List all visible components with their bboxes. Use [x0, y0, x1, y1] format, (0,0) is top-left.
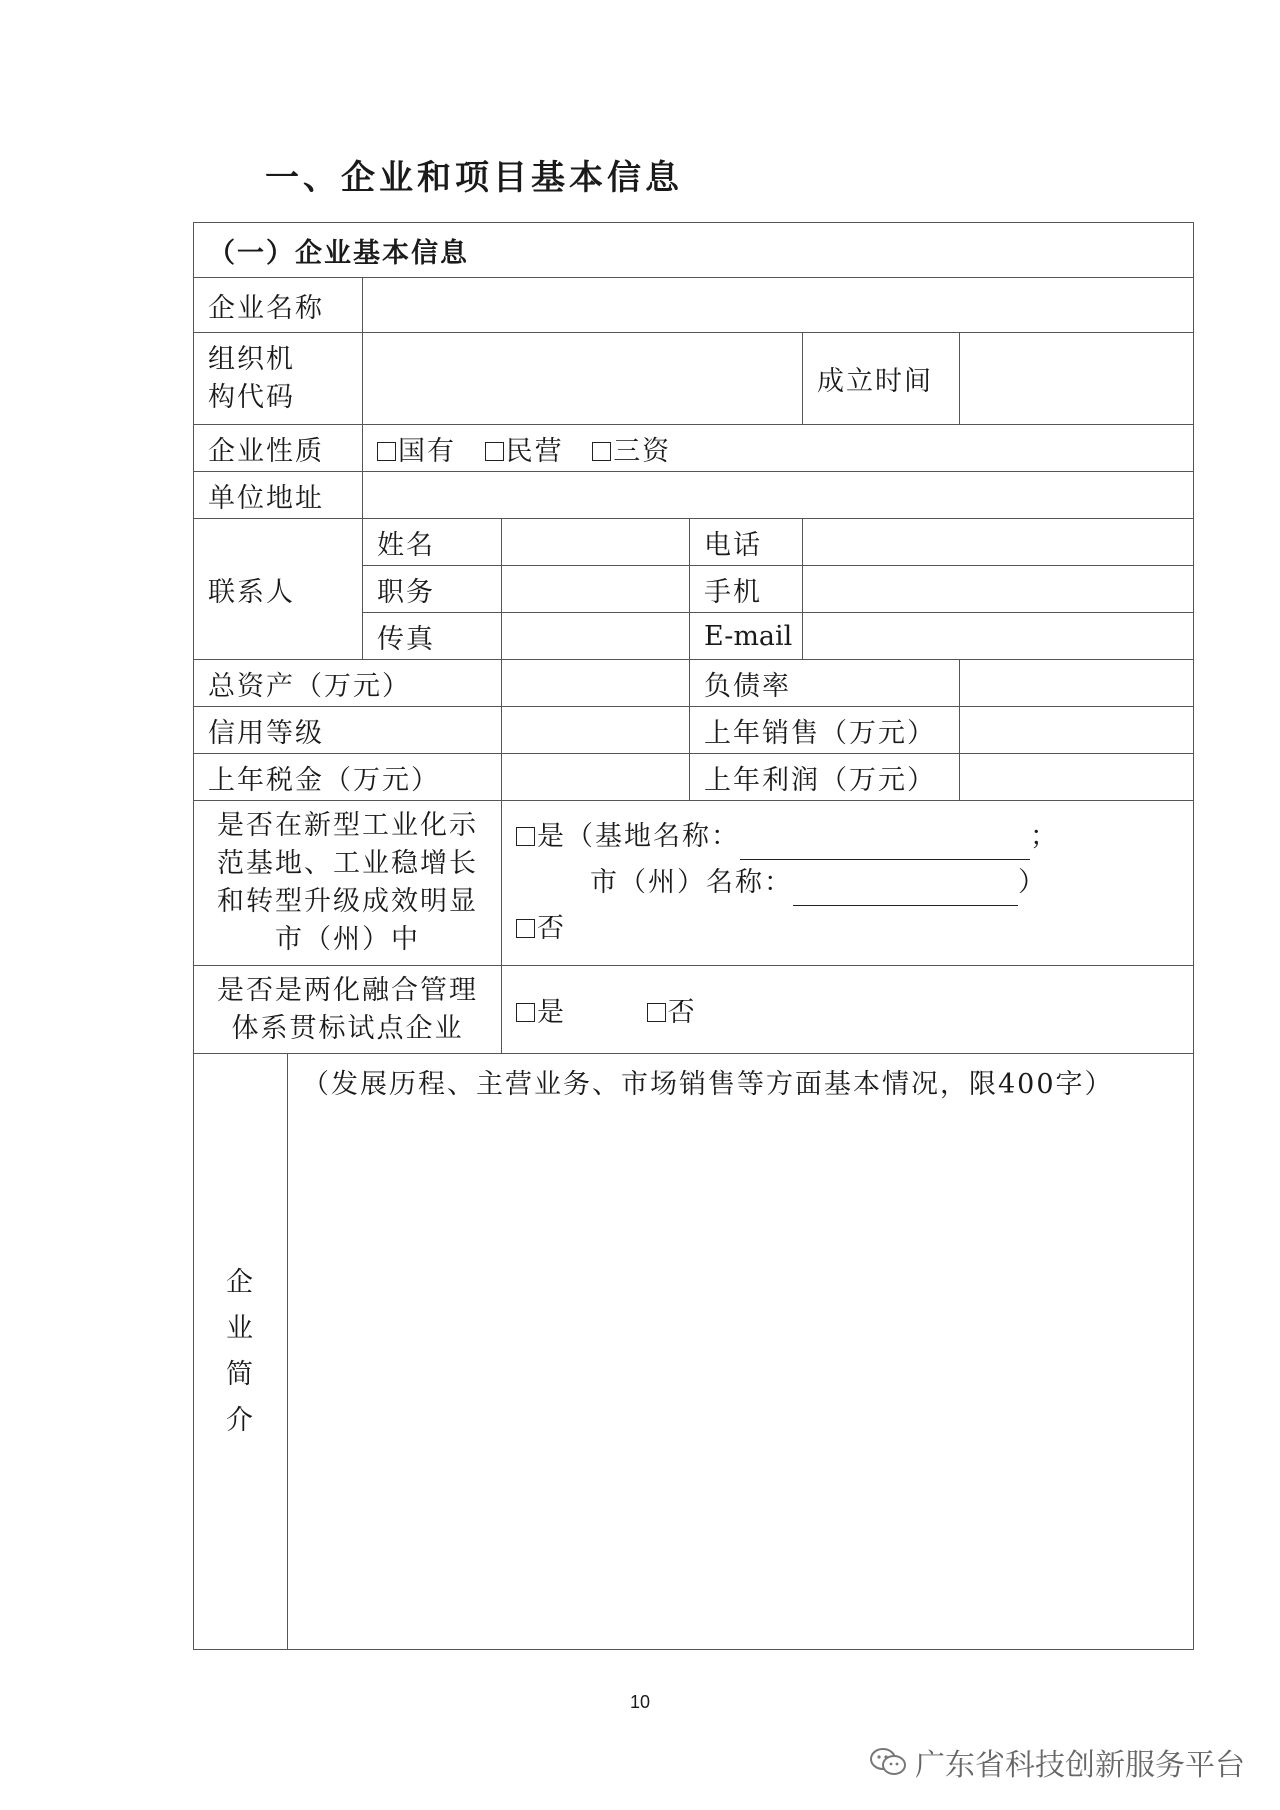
total-assets-label: 总资产（万元）: [194, 660, 502, 707]
wechat-icon: [869, 1747, 907, 1777]
nature-option-state[interactable]: 国有: [377, 436, 456, 467]
fax-label: 传真: [363, 613, 502, 660]
debt-ratio-field[interactable]: [960, 660, 1194, 707]
intro-field[interactable]: [288, 1054, 1194, 1650]
last-profit-field[interactable]: [960, 754, 1194, 801]
nature-option-private[interactable]: 民营: [485, 436, 564, 467]
demo-base-options: 是（基地名称： ； 市（州）名称： ） 否: [502, 801, 1194, 966]
last-tax-field[interactable]: [502, 754, 690, 801]
checkbox-icon[interactable]: [516, 919, 535, 938]
company-info-form: [193, 222, 1194, 1650]
intro-note: （发展历程、主营业务、市场销售等方面基本情况，限400字）: [302, 1069, 1114, 1100]
email-field[interactable]: [803, 613, 1194, 660]
debt-ratio-label: 负债率: [690, 660, 960, 707]
demo-base-yes[interactable]: 是（基地名称：: [516, 821, 740, 852]
last-tax-label: 上年税金（万元）: [194, 754, 502, 801]
email-label: E-mail: [690, 613, 803, 660]
total-assets-field[interactable]: [502, 660, 690, 707]
two-integration-options: [502, 966, 1194, 1054]
org-code-field[interactable]: [363, 333, 803, 425]
last-sales-label: 上年销售（万元）: [690, 707, 960, 754]
address-field[interactable]: [363, 472, 1194, 519]
established-label: 成立时间: [803, 333, 960, 425]
section-heading: 一、企业和项目基本信息: [265, 158, 683, 198]
nature-label: 企业性质: [194, 425, 363, 472]
page-number: 10: [629, 1692, 651, 1712]
contact-name-field[interactable]: [502, 519, 690, 566]
mobile-field[interactable]: [803, 566, 1194, 613]
last-sales-field[interactable]: [960, 707, 1194, 754]
city-name-blank[interactable]: [793, 905, 1018, 906]
last-profit-label: 上年利润（万元）: [690, 754, 960, 801]
checkbox-icon[interactable]: [485, 442, 504, 461]
demo-base-label: 是否在新型工业化示 范基地、工业稳增长 和转型升级成效明显 市（州）中: [194, 801, 502, 966]
base-name-blank[interactable]: [740, 859, 1030, 860]
watermark-text: 广东省科技创新服务平台: [915, 1748, 1245, 1783]
company-name-field[interactable]: [363, 278, 1194, 333]
watermark: [869, 1740, 1245, 1784]
checkbox-icon[interactable]: [377, 442, 396, 461]
checkbox-icon[interactable]: [647, 1003, 666, 1022]
checkbox-icon[interactable]: [516, 1003, 535, 1022]
fax-field[interactable]: [502, 613, 690, 660]
intro-label: 企 业 简 介: [194, 1054, 288, 1650]
contact-name-label: 姓名: [363, 519, 502, 566]
checkbox-icon[interactable]: [516, 827, 535, 846]
company-name-label: 企业名称: [194, 278, 363, 333]
nature-options: [363, 425, 1194, 472]
address-label: 单位地址: [194, 472, 363, 519]
credit-field[interactable]: [502, 707, 690, 754]
demo-base-no[interactable]: 否: [516, 913, 566, 944]
mobile-label: 手机: [690, 566, 803, 613]
org-code-label: 组织机 构代码: [194, 333, 363, 425]
contact-position-label: 职务: [363, 566, 502, 613]
credit-label: 信用等级: [194, 707, 502, 754]
contact-label: 联系人: [194, 519, 363, 660]
established-field[interactable]: [960, 333, 1194, 425]
nature-option-foreign[interactable]: 三资: [592, 436, 671, 467]
contact-position-field[interactable]: [502, 566, 690, 613]
two-integration-label: 是否是两化融合管理 体系贯标试点企业: [194, 966, 502, 1054]
two-integration-yes[interactable]: 是: [516, 997, 566, 1028]
two-integration-no[interactable]: 否: [647, 997, 697, 1028]
subsection-title: （一）企业基本信息: [194, 223, 1194, 278]
phone-field[interactable]: [803, 519, 1194, 566]
checkbox-icon[interactable]: [592, 442, 611, 461]
phone-label: 电话: [690, 519, 803, 566]
